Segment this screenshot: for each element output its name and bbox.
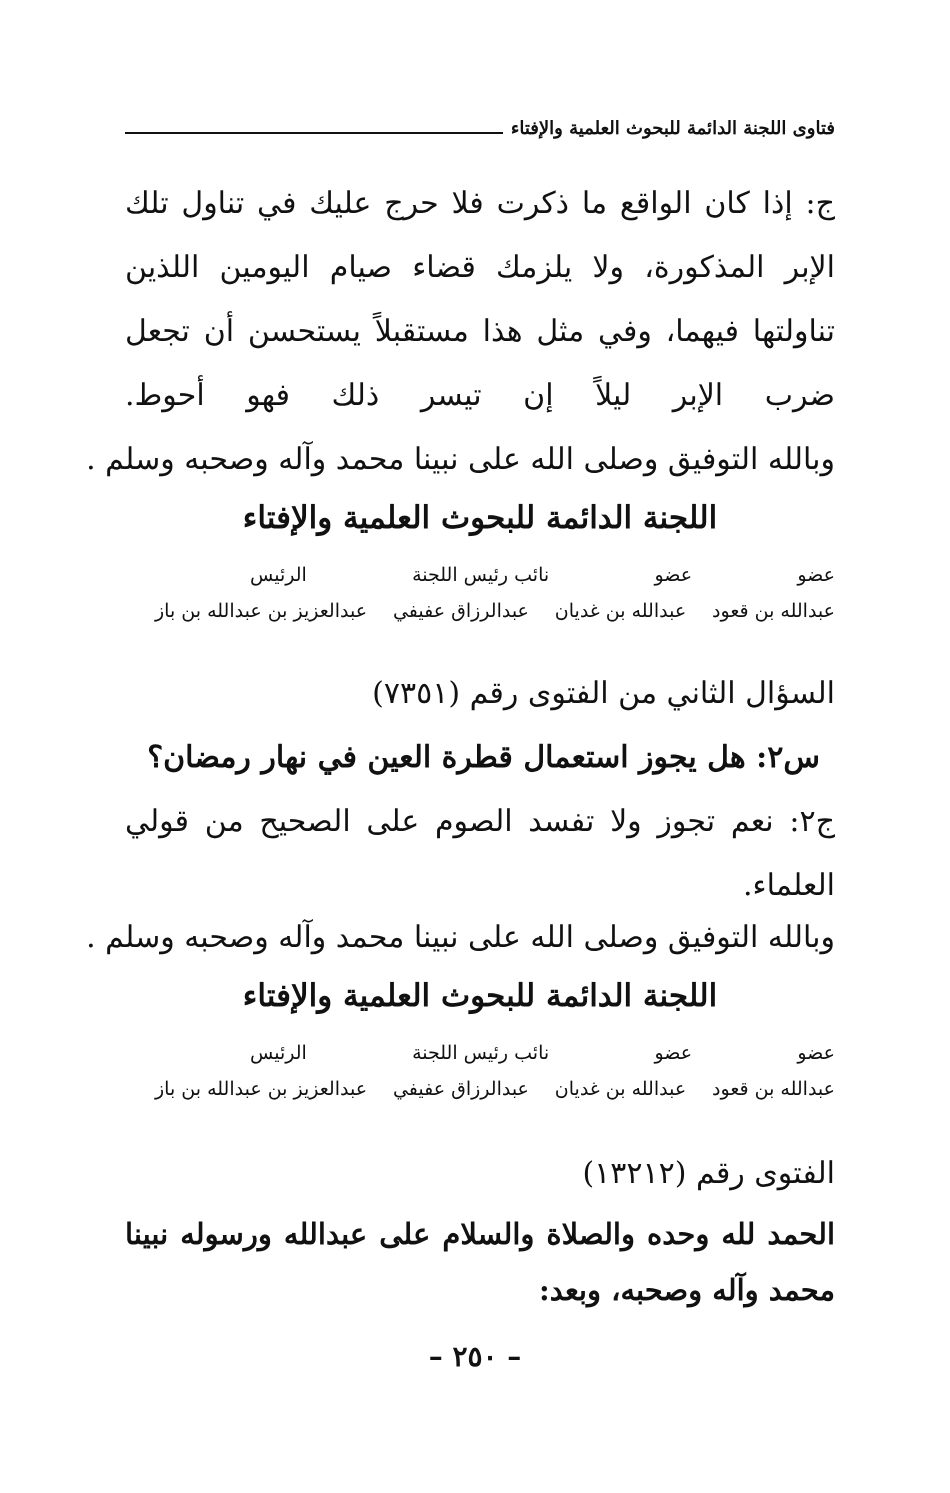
committee-2-title: عضو [654, 1042, 693, 1064]
committee-2-member: عبدالله بن قعود [712, 1078, 835, 1100]
committee-1-member: عبدالله بن غديان [554, 600, 687, 622]
committee-1-member: عبدالله بن قعود [712, 600, 835, 622]
question-2-heading: السؤال الثاني من الفتوى رقم (٧٣٥١) [372, 676, 835, 711]
committee-1-title: عضو [654, 564, 693, 586]
committee-1-title: نائب رئيس اللجنة [412, 564, 550, 586]
running-header [125, 118, 835, 144]
committee-2-name: اللجنة الدائمة للبحوث العلمية والإفتاء [242, 978, 718, 1014]
committee-1-member: عبدالعزيز بن عبدالله بن باز [155, 600, 368, 622]
committee-2-title: الرئيس [250, 1042, 307, 1064]
committee-2-member: عبدالعزيز بن عبدالله بن باز [155, 1078, 368, 1100]
committee-1-signatures [155, 564, 835, 622]
committee-2-title: عضو [797, 1042, 835, 1064]
answer-2-paragraph: ج٢: نعم تجوز ولا تفسد الصوم على الصحيح من قولي العلماء. [125, 804, 835, 903]
closing-2: وبالله التوفيق وصلى الله على نبينا محمد وآله وصحبه وسلم . [86, 920, 835, 955]
answer-1-paragraph: ج: إذا كان الواقع ما ذكرت فلا حرج عليك في تناول تلك الإبر المذكورة، ولا يلزمك قضاء صيام اليومين اللذين تناولتها فيهما، وفي مثل هذا مستقبلاً يستحسن أن تجعل ضرب الإبر ليلاً إن تيسر ذلك فهو أحوط. [125, 186, 835, 413]
page-number: – ٢٥٠ – [428, 1340, 522, 1373]
committee-1-name: اللجنة الدائمة للبحوث العلمية والإفتاء [242, 500, 718, 536]
committee-1-title: عضو [797, 564, 835, 586]
committee-2-member: عبدالرزاق عفيفي [392, 1078, 529, 1100]
committee-2-signatures [155, 1042, 835, 1100]
header-title: فتاوى اللجنة الدائمة للبحوث العلمية والإفتاء [503, 118, 835, 139]
committee-1-member: عبدالرزاق عفيفي [392, 600, 529, 622]
fatwa-3-heading: الفتوى رقم (١٣٢١٢) [582, 1156, 835, 1191]
committee-2-member: عبدالله بن غديان [554, 1078, 687, 1100]
committee-1-title: الرئيس [250, 564, 307, 586]
fatwa-3-intro: الحمد لله وحده والصلاة والسلام على عبدالله ورسوله نبينا محمد وآله وصحبه، وبعد: [125, 1217, 835, 1307]
closing-1: وبالله التوفيق وصلى الله على نبينا محمد وآله وصحبه وسلم . [86, 442, 835, 477]
committee-2-title: نائب رئيس اللجنة [412, 1042, 550, 1064]
question-2: س٢: هل يجوز استعمال قطرة العين في نهار رمضان؟ [147, 740, 820, 775]
